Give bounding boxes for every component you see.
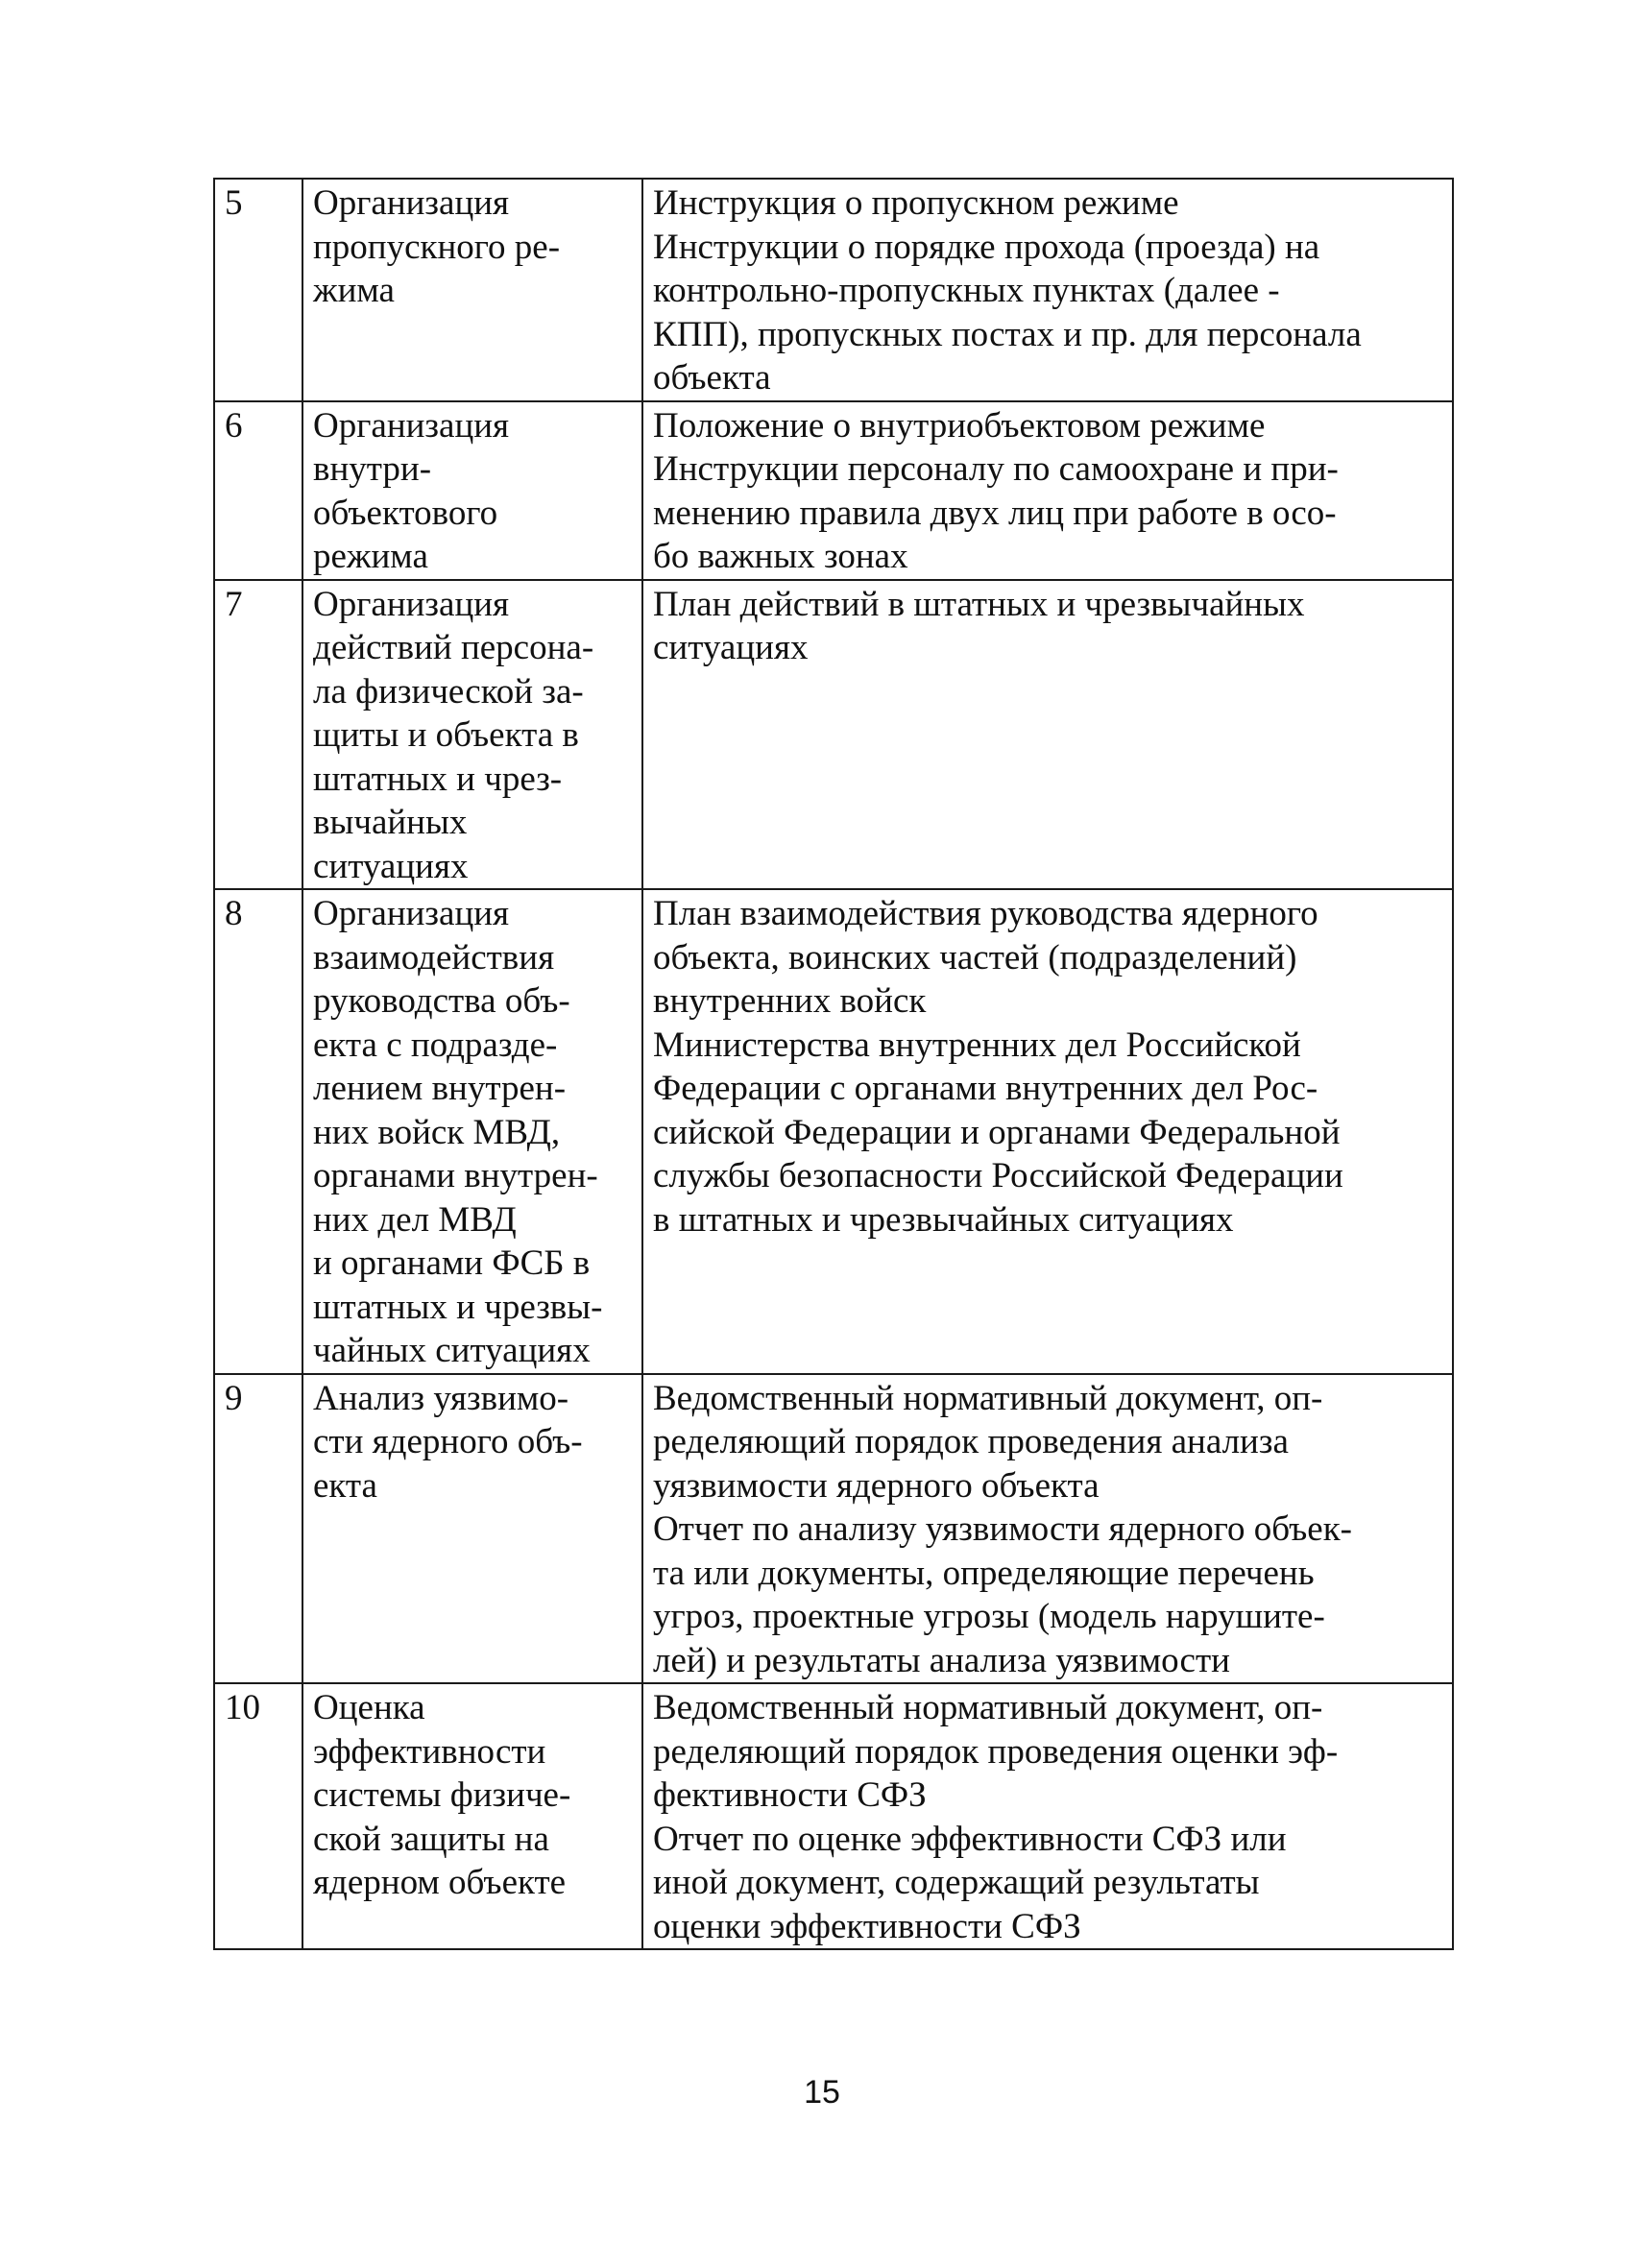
area-line: вычайных	[313, 803, 468, 842]
document-line: Ведомственный нормативный документ, оп-	[653, 1378, 1323, 1418]
area-line: екта с подразде-	[313, 1025, 558, 1065]
document-line: Инструкции персоналу по самоохране и при-	[653, 449, 1339, 489]
area-line: ядерном объекте	[313, 1863, 567, 1902]
area-line: пропускного ре-	[313, 227, 561, 267]
area-line: Оценка	[313, 1688, 425, 1727]
document-line: ределяющий порядок проведения оценки эф-	[653, 1731, 1339, 1772]
row-number: 10	[214, 1683, 302, 1949]
document-line: Отчет по анализу уязвимости ядерного объек-	[653, 1509, 1353, 1549]
area-line: руководства объ-	[313, 981, 570, 1021]
area-cell	[302, 580, 642, 890]
area-line: органами внутрен-	[313, 1156, 598, 1195]
area-line: действий персона-	[313, 628, 594, 667]
document-line: План действий в штатных и чрезвычайных	[653, 584, 1305, 624]
document-line: бо важных зонах	[653, 537, 908, 576]
document-line: объекта, воинских частей (подразделений)	[653, 937, 1297, 977]
page-number: 15	[804, 2074, 840, 2111]
area-line: них войск МВД,	[313, 1112, 561, 1152]
area-line: системы физиче-	[313, 1775, 571, 1815]
table-row-6	[214, 401, 1453, 580]
document-line: контрольно-пропускных пунктах (далее -	[653, 271, 1280, 310]
document-line: службы безопасности Российской Федерации	[653, 1156, 1343, 1195]
document-line: в штатных и чрезвычайных ситуациях	[653, 1199, 1234, 1240]
document-line: План взаимодействия руководства ядерного	[653, 894, 1318, 933]
area-line: Организация	[313, 584, 510, 624]
area-line: ситуациях	[313, 846, 469, 886]
row-number: 8	[214, 889, 302, 1374]
area-line: сти ядерного объ-	[313, 1422, 583, 1461]
table-row-8	[214, 889, 1453, 1374]
requirements-table	[213, 178, 1454, 1950]
document-line: фективности СФЗ	[653, 1775, 927, 1815]
document-line: Инструкции о порядке прохода (проезда) на	[653, 227, 1320, 267]
document-line: та или документы, определяющие перечень	[653, 1553, 1315, 1593]
document-line: Положение о внутриобъектовом режиме	[653, 405, 1266, 446]
documents-cell	[642, 1683, 1453, 1949]
area-line: Организация	[313, 405, 510, 446]
document-line: угроз, проектные угрозы (модель нарушите-	[653, 1597, 1325, 1636]
table-body	[214, 179, 1453, 1949]
document-line: уязвимости ядерного объекта	[653, 1465, 1100, 1506]
area-line: Организация	[313, 183, 510, 223]
document-line: сийской Федерации и органами Федеральной	[653, 1112, 1341, 1152]
documents-cell	[642, 889, 1453, 1374]
document-line: оценки эффективности СФЗ	[653, 1906, 1081, 1946]
document-line: лей) и результаты анализа уязвимости	[653, 1640, 1230, 1680]
area-line: внутри-	[313, 449, 432, 489]
documents-cell	[642, 179, 1453, 401]
document-line: ситуациях	[653, 628, 809, 667]
document-line: ределяющий порядок проведения анализа	[653, 1422, 1289, 1461]
document-line: внутренних войск	[653, 981, 927, 1021]
area-line: жима	[313, 271, 395, 310]
area-line: ла физической за-	[313, 671, 584, 712]
table-row-5	[214, 179, 1453, 401]
area-cell	[302, 179, 642, 401]
row-number: 6	[214, 401, 302, 580]
area-cell	[302, 1374, 642, 1684]
area-line: штатных и чрезвы-	[313, 1287, 603, 1327]
area-line: екта	[313, 1465, 377, 1506]
document-line: Федерации с органами внутренних дел Рос-	[653, 1069, 1318, 1108]
area-line: лением внутрен-	[313, 1069, 567, 1108]
row-number: 5	[214, 179, 302, 401]
area-cell	[302, 889, 642, 1374]
area-line: режима	[313, 537, 428, 576]
document-line: Отчет по оценке эффективности СФЗ или	[653, 1819, 1287, 1859]
area-line: них дел МВД	[313, 1199, 517, 1240]
documents-cell	[642, 580, 1453, 890]
document-line: иной документ, содержащий результаты	[653, 1863, 1260, 1902]
row-number: 7	[214, 580, 302, 890]
area-line: Организация	[313, 894, 510, 933]
row-number: 9	[214, 1374, 302, 1684]
document-line: Министерства внутренних дел Российской	[653, 1025, 1301, 1065]
document-line: КПП), пропускных постах и пр. для персонала	[653, 314, 1362, 354]
documents-cell	[642, 401, 1453, 580]
area-line: эффективности	[313, 1731, 546, 1772]
table-row-10	[214, 1683, 1453, 1949]
area-line: чайных ситуациях	[313, 1331, 591, 1370]
area-cell	[302, 1683, 642, 1949]
area-line: объектового	[313, 493, 498, 533]
table-row-7	[214, 580, 1453, 890]
documents-cell	[642, 1374, 1453, 1684]
document-line: Ведомственный нормативный документ, оп-	[653, 1688, 1323, 1727]
document-line: объекта	[653, 358, 771, 398]
document-line: Инструкция о пропускном режиме	[653, 183, 1179, 223]
table-row-9	[214, 1374, 1453, 1684]
area-line: и органами ФСБ в	[313, 1243, 591, 1283]
document-line: менению правила двух лиц при работе в осо-	[653, 493, 1337, 533]
area-line: штатных и чрез-	[313, 759, 563, 799]
area-line: взаимодействия	[313, 937, 555, 977]
area-line: ской защиты на	[313, 1819, 549, 1859]
area-line: щиты и объекта в	[313, 715, 579, 755]
area-line: Анализ уязвимо-	[313, 1378, 569, 1418]
area-cell	[302, 401, 642, 580]
